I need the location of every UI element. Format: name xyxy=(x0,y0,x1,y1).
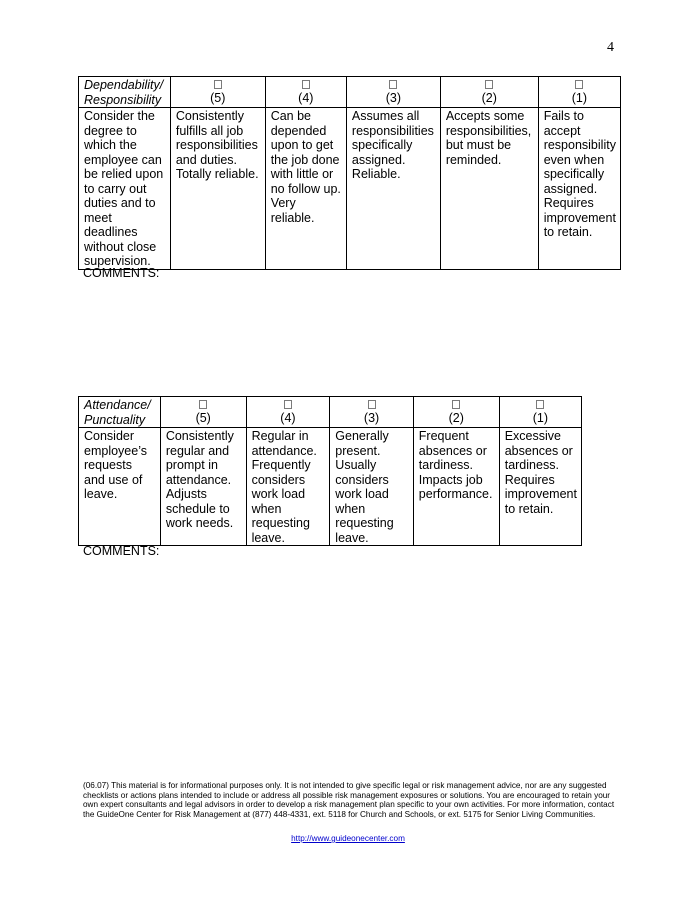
score-label: (5) xyxy=(210,91,226,105)
score-label: (3) xyxy=(363,411,380,425)
score-label: (5) xyxy=(195,411,211,425)
rating-description-3: Generally present. Usually considers work load when requesting leave. xyxy=(330,428,414,546)
score-header-2 xyxy=(413,397,499,428)
rating-description-4: Can be depended upon to get the job done with little or no follow up. Very reliable. xyxy=(265,108,346,270)
score-checkbox-4[interactable] xyxy=(284,400,292,409)
score-header-4 xyxy=(246,397,330,428)
score-checkbox-5[interactable] xyxy=(199,400,207,409)
score-header-4 xyxy=(265,77,346,108)
criterion-text: Consider employee’s requests and use of leave. xyxy=(79,428,161,546)
criterion-text: Consider the degree to which the employee can be relied upon to carry out duties and to meet deadlines without close supervision. xyxy=(79,108,171,270)
rating-description-1: Excessive absences or tardiness. Requires improvement to retain. xyxy=(499,428,581,546)
score-label: (2) xyxy=(448,411,464,425)
score-header-5 xyxy=(160,397,246,428)
comments-label: COMMENTS: xyxy=(83,266,160,280)
category-title-line2: Punctuality xyxy=(84,412,146,427)
score-header-1 xyxy=(499,397,581,428)
score-checkbox-2[interactable] xyxy=(452,400,460,409)
rating-description-4: Regular in attendance. Frequently considers work load when requesting leave. xyxy=(246,428,330,546)
score-checkbox-3[interactable] xyxy=(368,400,376,409)
category-title-line1: Dependability/ xyxy=(84,78,164,92)
score-checkbox-3[interactable] xyxy=(389,80,397,89)
score-label: (4) xyxy=(280,411,296,425)
score-header-3 xyxy=(346,77,440,108)
score-checkbox-5[interactable] xyxy=(214,80,222,89)
score-label: (1) xyxy=(532,411,548,425)
rating-description-2: Accepts some responsibilities, but must be reminded. xyxy=(440,108,538,270)
rating-description-5: Consistently regular and prompt in attendance. Adjusts schedule to work needs. xyxy=(160,428,246,546)
score-checkbox-4[interactable] xyxy=(302,80,310,89)
rating-description-3: Assumes all responsibilities specifically assigned. Reliable. xyxy=(346,108,440,270)
score-header-2 xyxy=(440,77,538,108)
score-label: (4) xyxy=(298,91,314,105)
category-title xyxy=(79,77,171,108)
score-checkbox-2[interactable] xyxy=(485,80,493,89)
score-checkbox-1[interactable] xyxy=(575,80,583,89)
rating-description-1: Fails to accept responsibility even when specifically assigned. Requires improvement to retain. xyxy=(538,108,620,270)
category-title-line2: Responsibility xyxy=(84,92,162,107)
category-title xyxy=(79,397,161,428)
footer-disclaimer: (06.07) This material is for informational purposes only. It is not intended to give specific legal or risk management advice, nor are any suggested checklists or actions plans intended to include or address all possible risk management exposures or solutions. You are encouraged to retain your own expert consultants and legal advisors in order to develop a risk management plan specific to your own activities. For more information, contact the GuideOne Center for Risk Management at (877) 448-4331, ext. 5118 for Church and Schools, or ext. 5175 for Senior Living Communities. xyxy=(83,781,615,819)
score-label: (1) xyxy=(571,91,587,105)
score-checkbox-1[interactable] xyxy=(536,400,544,409)
rating-table-attendance xyxy=(78,396,582,546)
rating-table-dependability xyxy=(78,76,621,270)
score-header-5 xyxy=(170,77,265,108)
score-label: (3) xyxy=(385,91,401,105)
category-title-line1: Attendance/ xyxy=(84,398,151,412)
score-header-3 xyxy=(330,397,414,428)
page-number: 4 xyxy=(607,40,614,55)
score-header-1 xyxy=(538,77,620,108)
score-label: (2) xyxy=(481,91,497,105)
rating-description-2: Frequent absences or tardiness. Impacts job performance. xyxy=(413,428,499,546)
comments-label: COMMENTS: xyxy=(83,544,160,558)
footer-link[interactable]: http://www.guideonecenter.com xyxy=(291,834,405,843)
rating-description-5: Consistently fulfills all job responsibilities and duties. Totally reliable. xyxy=(170,108,265,270)
